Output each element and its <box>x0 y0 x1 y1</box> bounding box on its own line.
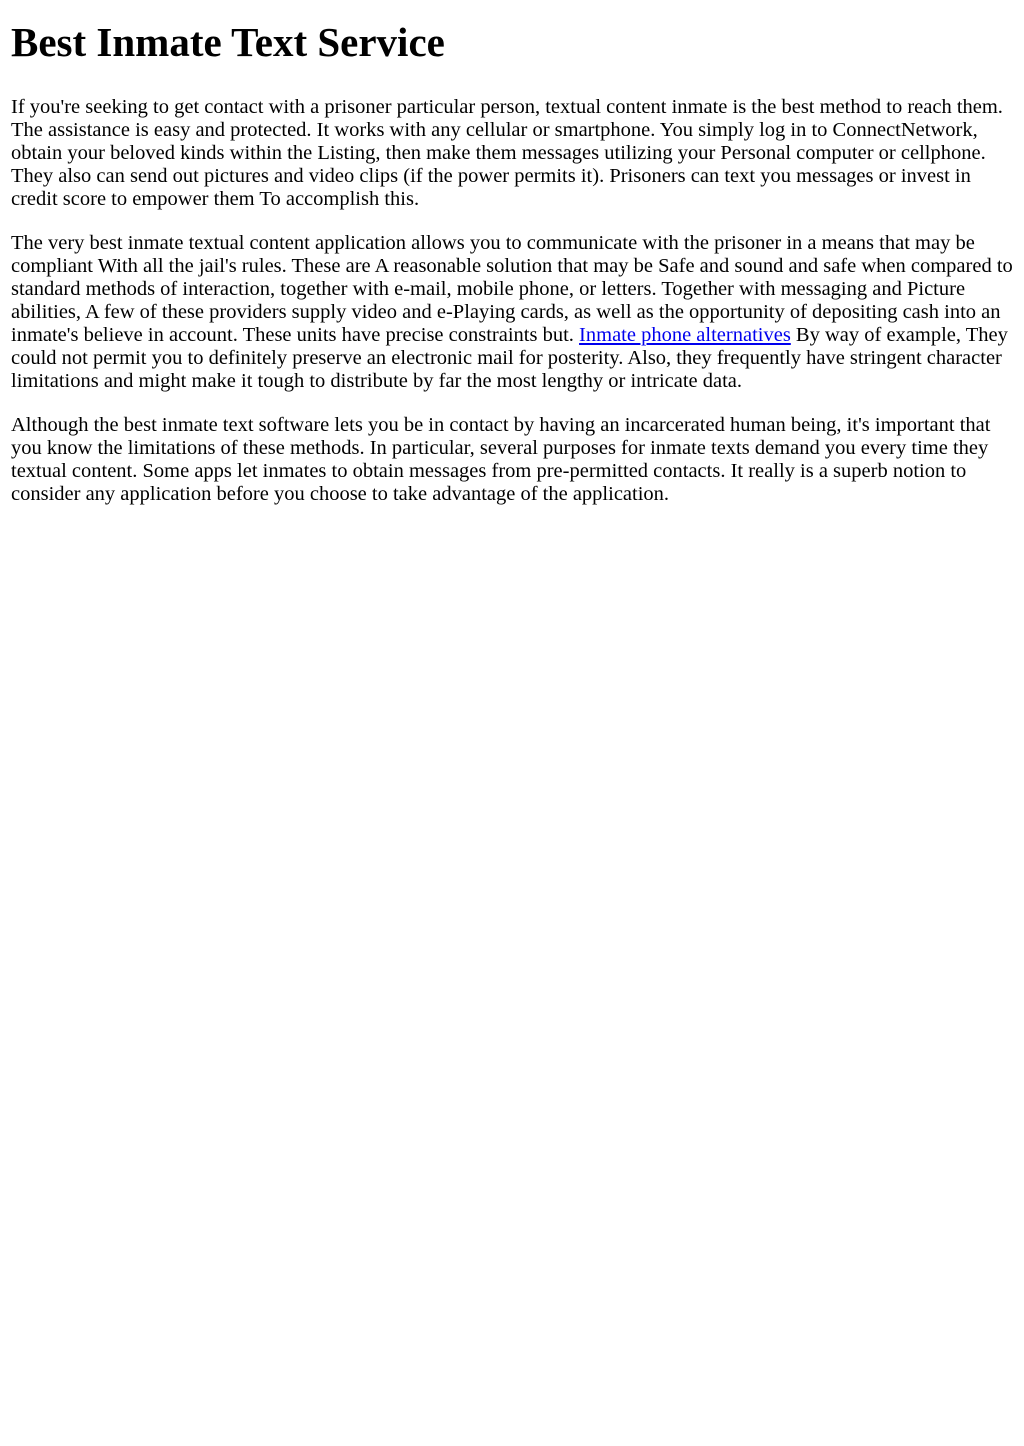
article-paragraph-3: Although the best inmate text software lets you be in contact by having an incarcerated human being, it's important that you know the limitations of these methods. In particular, several purposes for inmate texts demand you every time they textual content. Some apps let inmates to obtain messages from pre-permitted contacts. It really is a superb notion to consider any application before you choose to take advantage of the application. <box>11 414 991 505</box>
article-paragraph-1: If you're seeking to get contact with a prisoner particular person, textual content inmate is the best method to reach them. The assistance is easy and protected. It works with any cellular or smartphone. You simply log in to ConnectNetwork, obtain your beloved kinds within the Listing, then make them messages utilizing your Personal computer or cellphone. They also can send out pictures and video clips (if the power permits it). Prisoners can text you messages or invest in credit score to empower them To accomplish this. <box>11 96 1003 210</box>
page-title: Best Inmate Text Service <box>11 19 445 65</box>
article-paragraph-2 <box>11 232 1013 393</box>
paragraph-2-text-before-link: The very best inmate textual content application allows you to communicate with the prisoner in a means that may be compliant With all the jail's rules. These are A reasonable solution that may be Safe and sound and safe when compared to standard methods of interaction, together with e-mail, mobile phone, or letters. Together with messaging and Picture abilities, A few of these providers supply video and e-Playing cards, as well as the opportunity of depositing cash into an inmate's believe in account. These units have precise constraints but. <box>11 232 1013 346</box>
inmate-phone-alternatives-link[interactable]: Inmate phone alternatives <box>579 324 791 346</box>
paragraph-2-text-after-link: By way of example, They could not permit you to definitely preserve an electronic mail for posterity. Also, they frequently have stringent character limitations and might make it tough to distribute by far the most lengthy or intricate data. <box>11 324 1008 392</box>
